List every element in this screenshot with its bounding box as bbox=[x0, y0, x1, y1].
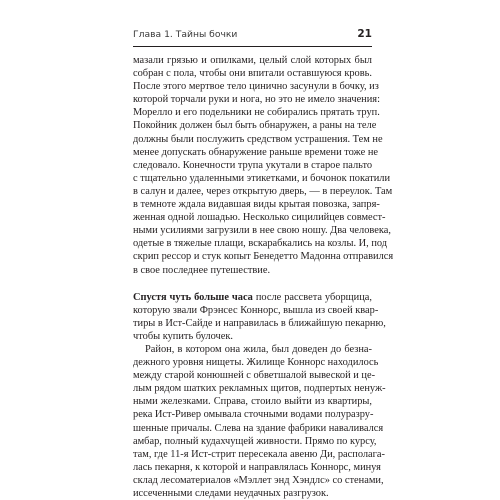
text-line: в темноте ждала видавшая виды крытая повозка, запря- bbox=[133, 199, 380, 211]
paragraph-1 bbox=[133, 54, 394, 277]
text-line: склад лесоматериалов «Мэллет энд Хэндлс» со стенами, bbox=[133, 474, 384, 486]
text-line: ными железками. Справа, стоило выйти из квартиры, bbox=[133, 396, 372, 408]
paragraph-lead: Спустя чуть больше часа bbox=[133, 291, 253, 303]
text-line: лась пекарня, к которой и направлялась Коннорс, минуя bbox=[133, 461, 381, 473]
text-line: ными усилиями загрузили в нее свою ношу. Два человека, bbox=[133, 225, 391, 237]
text-line: следовало. Конечности трупа укутали в старое пальто bbox=[133, 159, 373, 171]
running-head bbox=[133, 28, 372, 42]
text-line: с тщательно удаленными этикетками, и бочонок покатили bbox=[133, 172, 391, 184]
text-line: иссеченными следами неудачных разгрузок. bbox=[133, 488, 329, 499]
body-text bbox=[133, 54, 394, 500]
text-line: в салун и далее, через открытую дверь, — в переулок. Там bbox=[133, 185, 393, 197]
text-span: после рассвета уборщица, bbox=[252, 291, 372, 303]
text-line: Покойник должен был быть обнаружен, а раны на теле bbox=[133, 120, 377, 132]
text-line: чтобы купить булочек. bbox=[133, 330, 234, 342]
text-line: менее допускать обнаружение раньше времени тоже не bbox=[133, 146, 378, 158]
text-line: дежного уровня нищеты. Жилище Коннорс находилось bbox=[133, 357, 379, 369]
text-line: между старой конюшней с обветшалой вывеской и це- bbox=[133, 370, 376, 382]
text-line: там, где 11-я Ист-стрит пересекала авеню Ди, располага- bbox=[133, 448, 386, 460]
text-line: которую звали Фрэнсес Коннорс, вышла из своей квар- bbox=[133, 304, 379, 316]
text-line: После этого мертвое тело цинично засунули в бочку, из bbox=[133, 81, 379, 93]
text-line: скрип рессор и стук копыт Бенедетто Мадонна отправился bbox=[133, 251, 394, 263]
text-line: в свое последнее путешествие. bbox=[133, 264, 271, 276]
chapter-title: Глава 1. Тайны бочки bbox=[133, 29, 238, 40]
text-line: река Ист-Ривер омывала сточными водами полуразру- bbox=[133, 409, 374, 421]
paragraph-3 bbox=[133, 343, 386, 500]
text-line: собран с пола, чтобы они впитали оставшуюся кровь. bbox=[133, 68, 372, 80]
text-line: Морелло и его подельники не собирались прятать труп. bbox=[133, 107, 380, 119]
text-line: шенные причалы. Слева на здание фабрики наваливался bbox=[133, 422, 384, 434]
text-line: которой торчали руки и нога, но это не имело значения: bbox=[133, 94, 380, 106]
text-line: амбар, полный кудахчущей живности. Прямо по курсу, bbox=[133, 435, 377, 447]
text-line: одетые в тяжелые плащи, вскарабкались на козлы. И, под bbox=[133, 238, 388, 250]
section-break bbox=[133, 277, 372, 291]
header-rule bbox=[133, 46, 372, 47]
text-line: женная одной лошадью. Несколько сицилийцев совмест- bbox=[133, 212, 386, 224]
text-line: лым рядом шатких рекламных щитов, подпертых ненуж- bbox=[133, 383, 386, 395]
text-line bbox=[133, 291, 372, 304]
text-line: тиры в Ист-Сайде и направилась в ближайшую пекарню, bbox=[133, 317, 386, 329]
text-line: должны были послужить средством устрашения. Тем не bbox=[133, 133, 383, 145]
paragraph-2 bbox=[133, 291, 386, 343]
text-line: мазали грязью и опилками, целый слой которых был bbox=[133, 55, 372, 66]
text-line: Район, в котором она жила, был доведен до безна- bbox=[145, 343, 372, 355]
page-number: 21 bbox=[357, 28, 372, 40]
